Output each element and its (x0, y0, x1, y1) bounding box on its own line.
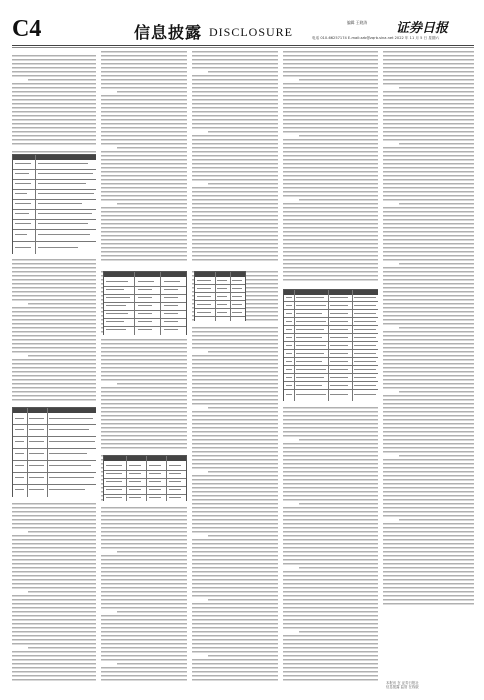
table-6 (283, 289, 378, 403)
section-title: 信息披露 (134, 23, 203, 42)
table-3 (103, 271, 187, 337)
masthead (12, 16, 474, 44)
section-title-en: DISCLOSURE (209, 25, 294, 39)
contact-line: 电话 010-66257174 E-mail:zzb@zqrb.sina.net 2022 年 11 月 5 日 星期六 (312, 36, 440, 40)
footnote (386, 681, 419, 689)
footnote-line-2: 信息披露 监管 在线版 (386, 685, 419, 689)
newspaper-logo: 证券日报 (396, 21, 449, 36)
text-column-1 (12, 51, 96, 681)
editor-line: 编辑 王晓涛 (347, 20, 368, 25)
table-4 (103, 455, 187, 503)
text-column-5 (383, 51, 474, 647)
text-column-4 (283, 51, 378, 681)
masthead-rule-thin (12, 47, 474, 48)
masthead-rule (12, 45, 474, 46)
footnote-line-1: 本报讯 在 证券日报社 (386, 681, 419, 685)
table-1 (12, 154, 96, 256)
page-number: C4 (12, 16, 42, 42)
text-column-2 (101, 51, 187, 681)
table-5 (194, 271, 246, 323)
table-2 (12, 407, 96, 499)
text-column-3 (192, 51, 278, 681)
